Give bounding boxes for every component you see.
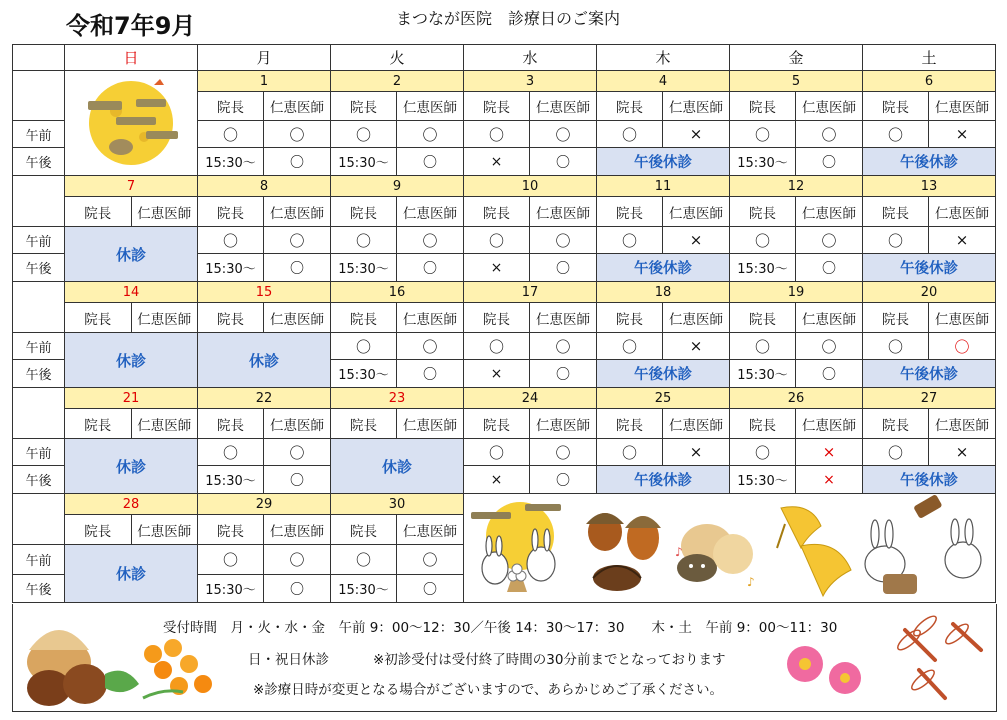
info-section (12, 604, 997, 712)
mark-open: 〇 (264, 227, 331, 254)
week3-am-row (13, 333, 996, 360)
pm-closed-badge: 午後休診 (863, 466, 996, 494)
date-cell: 6 (863, 71, 996, 92)
pm-closed-badge: 午後休診 (863, 254, 996, 282)
mark-open-red: 〇 (929, 333, 996, 360)
date-cell: 27 (863, 388, 996, 409)
mark-open: 〇 (530, 466, 597, 494)
doctor-jinkei: 仁恵医師 (796, 409, 863, 439)
pm-time: 15:30～ (331, 254, 397, 282)
mark-open: 〇 (331, 333, 397, 360)
date-cell-holiday: 23 (331, 388, 464, 409)
mark-open: 〇 (863, 227, 929, 254)
mark-open: 〇 (397, 360, 464, 388)
date-cell: 26 (730, 388, 863, 409)
svg-text:♪: ♪ (746, 575, 755, 589)
doctor-jinkei: 仁恵医師 (397, 409, 464, 439)
doctor-chief: 院長 (65, 303, 132, 332)
mark-open: 〇 (530, 121, 597, 148)
mark-open: 〇 (397, 227, 464, 254)
pm-time: 15:30～ (198, 466, 264, 494)
doctor-chief: 院長 (198, 515, 264, 545)
weekday-fri: 金 (730, 45, 863, 71)
reception-hours: 受付時間 月・火・水・金 午前 9：00～12：30／午後 14：30～17：30 木・土 午前 9：00～11：30 (163, 620, 838, 636)
week2-date-row (13, 176, 996, 197)
date-cell: 2 (331, 71, 464, 92)
date-cell: 8 (198, 176, 331, 197)
doctor-chief: 院長 (331, 92, 397, 121)
date-cell-sunday: 21 (65, 388, 198, 409)
am-label: 午前 (13, 333, 65, 360)
week3-doctor-row (13, 303, 996, 333)
doctor-chief: 院長 (65, 197, 132, 226)
mark-closed-red: × (796, 466, 863, 494)
doctor-jinkei: 仁恵医師 (137, 523, 192, 540)
mark-closed: × (929, 439, 996, 466)
doctor-jinkei: 仁恵医師 (264, 197, 331, 227)
week2-doctor-row (13, 197, 996, 227)
weekday-sun: 日 (65, 45, 198, 71)
pm-label: 午後 (13, 575, 65, 603)
doctor-jinkei: 仁恵医師 (929, 92, 996, 121)
mark-closed: × (663, 439, 730, 466)
date-cell: 25 (597, 388, 730, 409)
week4-am-row (13, 439, 996, 466)
date-cell-holiday: 15 (198, 282, 331, 303)
date-cell-sunday: 28 (65, 494, 198, 515)
mark-open: 〇 (397, 254, 464, 282)
chestnut-icon (19, 610, 149, 708)
first-visit-notice: ※初診受付は受付終了時間の30分前までとなっております (373, 652, 726, 668)
doctor-jinkei: 仁恵医師 (530, 303, 597, 333)
doctor-chief: 院長 (730, 409, 796, 439)
date-cell: 18 (597, 282, 730, 303)
mark-open: 〇 (264, 121, 331, 148)
weekday-thu: 木 (597, 45, 730, 71)
pm-time: 15:30～ (730, 148, 796, 176)
doctor-chief: 院長 (597, 197, 663, 227)
pm-time: 15:30～ (198, 148, 264, 176)
stink-bug-icon (675, 524, 755, 589)
closed-badge: 休診 (65, 227, 198, 282)
date-cell: 30 (331, 494, 464, 515)
doctor-chief: 院長 (198, 197, 264, 227)
closed-badge: 休診 (198, 333, 331, 388)
change-notice: ※診療日時が変更となる場合がございますので、あらかじめご了承ください。 (253, 682, 724, 698)
mark-open: 〇 (530, 360, 597, 388)
mark-open: 〇 (397, 545, 464, 575)
pm-closed-badge: 午後休診 (597, 254, 730, 282)
date-cell: 17 (464, 282, 597, 303)
doctor-jinkei: 仁恵医師 (264, 92, 331, 121)
doctor-jinkei: 仁恵医師 (264, 515, 331, 545)
weekday-wed: 水 (464, 45, 597, 71)
date-cell: 10 (464, 176, 597, 197)
weekday-sat: 土 (863, 45, 996, 71)
mark-open: 〇 (264, 148, 331, 176)
doctor-jinkei: 仁恵医師 (530, 92, 597, 121)
doctor-chief: 院長 (597, 303, 663, 333)
mark-closed: × (464, 254, 530, 282)
mark-closed: × (464, 148, 530, 176)
mark-open: 〇 (597, 333, 663, 360)
pm-time: 15:30～ (730, 254, 796, 282)
mark-open: 〇 (530, 148, 597, 176)
doctor-jinkei: 仁恵医師 (663, 303, 730, 333)
mark-open: 〇 (597, 439, 663, 466)
doctor-jinkei: 仁恵医師 (264, 409, 331, 439)
week2-label-cell (13, 176, 65, 227)
mark-open: 〇 (530, 254, 597, 282)
doctor-chief: 院長 (730, 303, 796, 333)
doctor-jinkei: 仁恵医師 (929, 197, 996, 227)
doctor-chief: 院長 (863, 197, 929, 227)
doctor-chief: 院長 (863, 303, 929, 333)
mark-open: 〇 (730, 227, 796, 254)
acorn-icon (586, 513, 661, 560)
page-title: 令和7年9月 (66, 12, 196, 40)
date-cell: 3 (464, 71, 597, 92)
pm-label: 午後 (13, 360, 65, 388)
doctor-chief: 院長 (597, 92, 663, 121)
autumn-illustration (465, 494, 995, 598)
date-cell: 5 (730, 71, 863, 92)
mark-open: 〇 (863, 439, 929, 466)
doctor-jinkei: 仁恵医師 (137, 417, 192, 434)
date-cell: 9 (331, 176, 464, 197)
pm-label: 午後 (13, 254, 65, 282)
am-label: 午前 (13, 121, 65, 148)
doctor-chief: 院長 (198, 92, 264, 121)
doctor-chief: 院長 (331, 303, 397, 333)
date-cell: 1 (198, 71, 331, 92)
mark-open: 〇 (264, 545, 331, 575)
date-cell: 4 (597, 71, 730, 92)
mark-open: 〇 (597, 121, 663, 148)
doctor-jinkei: 仁恵医師 (397, 515, 464, 545)
mark-open: 〇 (796, 227, 863, 254)
doctor-jinkei: 仁恵医師 (397, 197, 464, 227)
mark-open: 〇 (198, 227, 264, 254)
pm-time: 15:30～ (198, 575, 264, 603)
mark-open: 〇 (796, 121, 863, 148)
doctor-chief: 院長 (464, 303, 530, 333)
doctor-chief: 院長 (65, 515, 132, 544)
mark-open: 〇 (863, 333, 929, 360)
mark-closed: × (929, 227, 996, 254)
mark-open: 〇 (397, 333, 464, 360)
mark-open: 〇 (264, 575, 331, 603)
date-cell: 29 (198, 494, 331, 515)
pm-time: 15:30～ (331, 360, 397, 388)
pm-time: 15:30～ (331, 575, 397, 603)
am-label: 午前 (13, 439, 65, 466)
doctor-jinkei: 仁恵医師 (796, 92, 863, 121)
week5-date-row (13, 494, 996, 515)
mark-open: 〇 (264, 439, 331, 466)
mark-open: 〇 (264, 254, 331, 282)
mark-open: 〇 (530, 227, 597, 254)
am-label: 午前 (13, 227, 65, 254)
weekday-header-row (13, 45, 996, 71)
doctor-jinkei: 仁恵医師 (796, 303, 863, 333)
closed-badge: 休診 (65, 439, 198, 494)
week3-label-cell (13, 282, 65, 333)
pm-time: 15:30～ (198, 254, 264, 282)
doctor-jinkei: 仁恵医師 (264, 303, 331, 333)
doctor-chief: 院長 (331, 409, 397, 439)
pm-closed-badge: 午後休診 (597, 466, 730, 494)
doctor-chief: 院長 (730, 197, 796, 227)
osmanthus-icon (133, 634, 223, 708)
pm-closed-badge: 午後休診 (863, 360, 996, 388)
mark-open: 〇 (198, 121, 264, 148)
doctor-chief: 院長 (198, 409, 264, 439)
svg-text:♪: ♪ (674, 545, 683, 559)
weekday-tue: 火 (331, 45, 464, 71)
mark-open: 〇 (331, 545, 397, 575)
mark-open: 〇 (264, 466, 331, 494)
mark-open: 〇 (796, 148, 863, 176)
date-cell: 12 (730, 176, 863, 197)
week5-label-cell (13, 494, 65, 545)
doctor-jinkei: 仁恵医師 (929, 303, 996, 333)
mark-open: 〇 (730, 439, 796, 466)
pm-closed-badge: 午後休診 (863, 148, 996, 176)
doctor-chief: 院長 (65, 409, 132, 438)
mark-open: 〇 (597, 227, 663, 254)
mark-open: 〇 (796, 254, 863, 282)
mark-open: 〇 (397, 575, 464, 603)
doctor-jinkei: 仁恵医師 (137, 311, 192, 328)
doctor-jinkei: 仁恵医師 (530, 197, 597, 227)
holiday-notice: 日・祝日休診 (248, 652, 329, 668)
mark-open: 〇 (464, 439, 530, 466)
mark-closed: × (663, 121, 730, 148)
am-label: 午前 (13, 545, 65, 575)
mark-open: 〇 (796, 333, 863, 360)
rabbit-mochi-icon (865, 494, 981, 594)
mark-open: 〇 (530, 439, 597, 466)
mark-closed: × (663, 333, 730, 360)
pm-label: 午後 (13, 148, 65, 176)
week4-date-row (13, 388, 996, 409)
doctor-jinkei: 仁恵医師 (663, 197, 730, 227)
calendar-table (12, 44, 996, 603)
date-cell: 16 (331, 282, 464, 303)
mark-closed: × (929, 121, 996, 148)
pm-time: 15:30～ (730, 360, 796, 388)
mark-closed: × (464, 360, 530, 388)
mark-open: 〇 (331, 121, 397, 148)
week4-label-cell (13, 388, 65, 439)
week1-date-row (13, 71, 996, 92)
mark-open: 〇 (730, 333, 796, 360)
pm-time: 15:30～ (730, 466, 796, 494)
doctor-chief: 院長 (331, 515, 397, 545)
mark-closed: × (663, 227, 730, 254)
ginkgo-leaf-icon (777, 507, 851, 596)
date-cell-sunday: 7 (65, 176, 198, 197)
date-cell: 13 (863, 176, 996, 197)
mark-open: 〇 (464, 227, 530, 254)
doctor-chief: 院長 (464, 409, 530, 439)
mark-closed-red: × (796, 439, 863, 466)
mark-open: 〇 (863, 121, 929, 148)
cosmos-icon (775, 634, 879, 708)
date-cell: 24 (464, 388, 597, 409)
date-cell: 19 (730, 282, 863, 303)
closed-badge: 休診 (65, 545, 198, 603)
mark-open: 〇 (530, 333, 597, 360)
mark-open: 〇 (464, 121, 530, 148)
mark-open: 〇 (464, 333, 530, 360)
doctor-jinkei: 仁恵医師 (397, 303, 464, 333)
doctor-jinkei: 仁恵医師 (663, 92, 730, 121)
doctor-chief: 院長 (730, 92, 796, 121)
doctor-chief: 院長 (464, 92, 530, 121)
pm-time: 15:30～ (331, 148, 397, 176)
doctor-chief: 院長 (331, 197, 397, 227)
doctor-jinkei: 仁恵医師 (929, 409, 996, 439)
corner-cell (13, 45, 65, 71)
week1-label-cell (13, 71, 65, 121)
date-cell: 11 (597, 176, 730, 197)
mark-open: 〇 (198, 439, 264, 466)
week2-am-row (13, 227, 996, 254)
dragonfly-icon (885, 610, 993, 708)
chestnut-icon (593, 565, 641, 591)
pm-closed-badge: 午後休診 (597, 360, 730, 388)
mark-open: 〇 (397, 121, 464, 148)
doctor-chief: 院長 (198, 303, 264, 333)
doctor-jinkei: 仁恵医師 (530, 409, 597, 439)
doctor-chief: 院長 (863, 409, 929, 439)
mark-open: 〇 (730, 121, 796, 148)
doctor-jinkei: 仁恵医師 (663, 409, 730, 439)
doctor-chief: 院長 (464, 197, 530, 227)
moon-rabbit-icon (76, 71, 186, 171)
week3-date-row (13, 282, 996, 303)
week1-sun-cell (65, 71, 198, 176)
doctor-chief: 院長 (863, 92, 929, 121)
doctor-jinkei: 仁恵医師 (137, 205, 192, 222)
date-cell: 22 (198, 388, 331, 409)
doctor-jinkei: 仁恵医師 (796, 197, 863, 227)
mark-open: 〇 (796, 360, 863, 388)
mark-open: 〇 (397, 148, 464, 176)
pm-closed-badge: 午後休診 (597, 148, 730, 176)
weekday-mon: 月 (198, 45, 331, 71)
doctor-jinkei: 仁恵医師 (397, 92, 464, 121)
closed-badge: 休診 (331, 439, 464, 494)
mark-closed: × (464, 466, 530, 494)
closed-badge: 休診 (65, 333, 198, 388)
mark-open: 〇 (331, 227, 397, 254)
doctor-chief: 院長 (597, 409, 663, 439)
date-cell: 20 (863, 282, 996, 303)
pm-label: 午後 (13, 466, 65, 494)
date-cell-sunday: 14 (65, 282, 198, 303)
week4-doctor-row (13, 409, 996, 439)
autumn-illustration-cell (464, 494, 996, 603)
mark-open: 〇 (198, 545, 264, 575)
rabbit-mochi-icon (471, 502, 561, 592)
clinic-subtitle: まつなが医院 診療日のご案内 (396, 9, 621, 28)
